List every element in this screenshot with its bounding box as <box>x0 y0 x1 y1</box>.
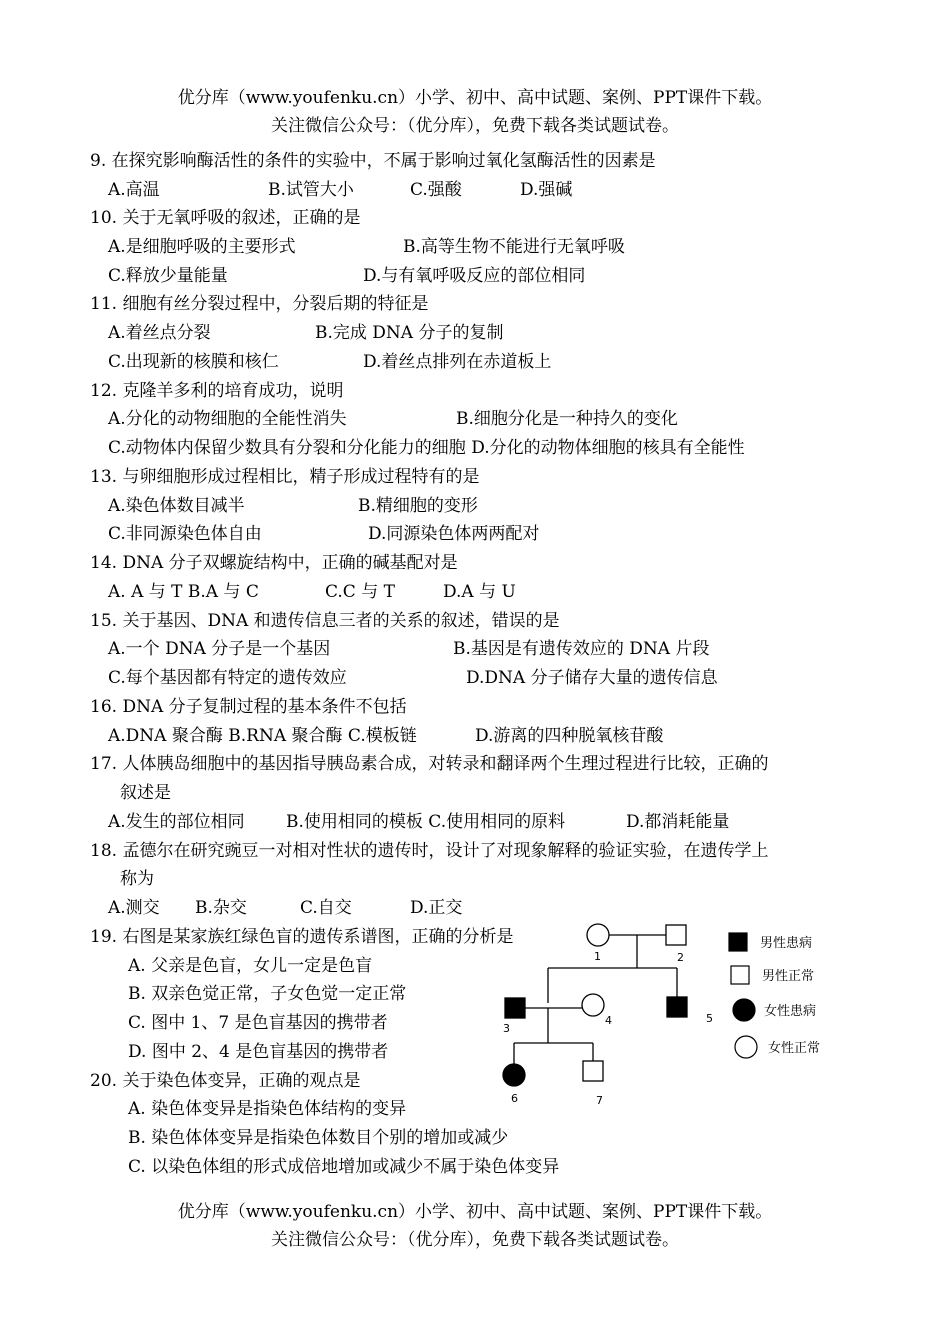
q19-option-c: C. 图中 1、7 是色盲基因的携带者 <box>128 1013 388 1033</box>
legend-affected-female-label: 女性患病 <box>764 1004 817 1019</box>
q16-stem: 16. DNA 分子复制过程的基本条件不包括 <box>90 697 407 717</box>
q19-option-d: D. 图中 2、4 是色盲基因的携带者 <box>128 1042 389 1062</box>
q11-option-b: B.完成 DNA 分子的复制 <box>315 323 504 343</box>
q18-option-d: D.正交 <box>410 898 463 918</box>
q16-option-abc: A.DNA 聚合酶 B.RNA 聚合酶 C.模板链 <box>108 726 417 746</box>
individual-4-normal-female <box>582 994 604 1016</box>
label-7: 7 <box>596 1094 603 1107</box>
q10-option-d: D.与有氧呼吸反应的部位相同 <box>363 266 586 286</box>
q15-option-c: C.每个基因都有特定的遗传效应 <box>108 668 347 688</box>
individual-2-normal-male <box>666 925 686 945</box>
q9-option-a: A.高温 <box>108 180 160 200</box>
header-line-1: 优分库（www.youfenku.cn）小学、初中、高中试题、案例、PPT课件下载。 <box>177 88 773 108</box>
label-6: 6 <box>511 1092 518 1105</box>
legend-normal-male-label: 男性正常 <box>762 969 815 984</box>
individual-1-normal-female <box>587 924 609 946</box>
legend-affected-male-symbol <box>729 933 747 951</box>
footer-line-2: 关注微信公众号：（优分库），免费下载各类试题试卷。 <box>271 1230 679 1250</box>
q12-stem: 12. 克隆羊多利的培育成功，说明 <box>90 381 344 401</box>
q9-option-b: B.试管大小 <box>268 180 354 200</box>
label-1: 1 <box>594 950 601 963</box>
q9-option-d: D.强碱 <box>520 180 573 200</box>
q20-option-a: A. 染色体变异是指染色体结构的变异 <box>128 1099 407 1119</box>
q14-stem: 14. DNA 分子双螺旋结构中，正确的碱基配对是 <box>90 553 458 573</box>
q18-stem-line1: 18. 孟德尔在研究豌豆一对相对性状的遗传时，设计了对现象解释的验证实验，在遗传学上 <box>90 841 769 861</box>
q12-option-a: A.分化的动物细胞的全能性消失 <box>108 409 347 429</box>
q17-option-bc: B.使用相同的模板 C.使用相同的原料 <box>286 812 566 832</box>
q10-stem: 10. 关于无氧呼吸的叙述，正确的是 <box>90 208 361 228</box>
q14-option-ab: A. A 与 T B.A 与 C <box>108 582 259 602</box>
q14-option-d: D.A 与 U <box>443 582 516 602</box>
q11-option-c: C.出现新的核膜和核仁 <box>108 352 279 372</box>
q17-option-d: D.都消耗能量 <box>626 812 730 832</box>
footer-line-1: 优分库（www.youfenku.cn）小学、初中、高中试题、案例、PPT课件下载。 <box>177 1202 773 1222</box>
q20-option-b: B. 染色体体变异是指染色体数目个别的增加或减少 <box>128 1128 509 1148</box>
q19-option-b: B. 双亲色觉正常，子女色觉一定正常 <box>128 984 407 1004</box>
q18-option-b: B.杂交 <box>195 898 247 918</box>
legend-normal-female-label: 女性正常 <box>768 1041 821 1056</box>
label-3: 3 <box>503 1022 510 1035</box>
q15-option-a: A.一个 DNA 分子是一个基因 <box>108 639 331 659</box>
q12-option-cd: C.动物体内保留少数具有分裂和分化能力的细胞 D.分化的动物体细胞的核具有全能性 <box>108 438 745 458</box>
label-4: 4 <box>605 1014 612 1027</box>
q13-option-a: A.染色体数目减半 <box>108 496 245 516</box>
label-2: 2 <box>677 951 684 964</box>
individual-7-normal-male <box>583 1061 603 1081</box>
header-line-2: 关注微信公众号：（优分库），免费下载各类试题试卷。 <box>271 116 679 136</box>
legend-normal-female-symbol <box>735 1036 757 1058</box>
q16-option-d: D.游离的四种脱氧核苷酸 <box>475 726 664 746</box>
label-5: 5 <box>706 1012 713 1025</box>
individual-3-affected-male <box>505 998 525 1018</box>
legend-normal-male-symbol <box>731 966 749 984</box>
q17-stem-line2: 叙述是 <box>120 783 171 803</box>
q11-option-a: A.着丝点分裂 <box>108 323 211 343</box>
q11-option-d: D.着丝点排列在赤道板上 <box>363 352 552 372</box>
q13-option-b: B.精细胞的变形 <box>358 496 478 516</box>
q10-option-c: C.释放少量能量 <box>108 266 228 286</box>
legend-affected-female-symbol <box>733 999 755 1021</box>
q9-option-c: C.强酸 <box>410 180 462 200</box>
individual-5-affected-male <box>667 997 687 1017</box>
q20-option-c: C. 以染色体组的形式成倍地增加或减少不属于染色体变异 <box>128 1157 560 1177</box>
q11-stem: 11. 细胞有丝分裂过程中，分裂后期的特征是 <box>90 294 429 314</box>
q13-option-c: C.非同源染色体自由 <box>108 524 262 544</box>
q17-option-a: A.发生的部位相同 <box>108 812 245 832</box>
q13-stem: 13. 与卵细胞形成过程相比，精子形成过程特有的是 <box>90 467 480 487</box>
q14-option-c: C.C 与 T <box>325 582 395 602</box>
legend-affected-male-label: 男性患病 <box>760 936 813 951</box>
q10-option-b: B.高等生物不能进行无氧呼吸 <box>403 237 625 257</box>
q18-stem-line2: 称为 <box>120 869 154 889</box>
q13-option-d: D.同源染色体两两配对 <box>368 524 540 544</box>
q17-stem-line1: 17. 人体胰岛细胞中的基因指导胰岛素合成，对转录和翻译两个生理过程进行比较，正确的 <box>90 754 769 774</box>
q15-stem: 15. 关于基因、DNA 和遗传信息三者的关系的叙述，错误的是 <box>90 611 560 631</box>
q12-option-b: B.细胞分化是一种持久的变化 <box>456 409 678 429</box>
q9-stem: 9. 在探究影响酶活性的条件的实验中，不属于影响过氧化氢酶活性的因素是 <box>90 151 656 171</box>
q18-option-a: A.测交 <box>108 898 160 918</box>
q15-option-d: D.DNA 分子储存大量的遗传信息 <box>466 668 718 688</box>
individual-6-affected-female <box>503 1064 525 1086</box>
q19-option-a: A. 父亲是色盲，女儿一定是色盲 <box>128 956 373 976</box>
q15-option-b: B.基因是有遗传效应的 DNA 片段 <box>453 639 710 659</box>
q18-option-c: C.自交 <box>300 898 352 918</box>
q20-stem: 20. 关于染色体变异，正确的观点是 <box>90 1071 361 1091</box>
q10-option-a: A.是细胞呼吸的主要形式 <box>108 237 296 257</box>
q19-stem: 19. 右图是某家族红绿色盲的遗传系谱图，正确的分析是 <box>90 927 514 947</box>
